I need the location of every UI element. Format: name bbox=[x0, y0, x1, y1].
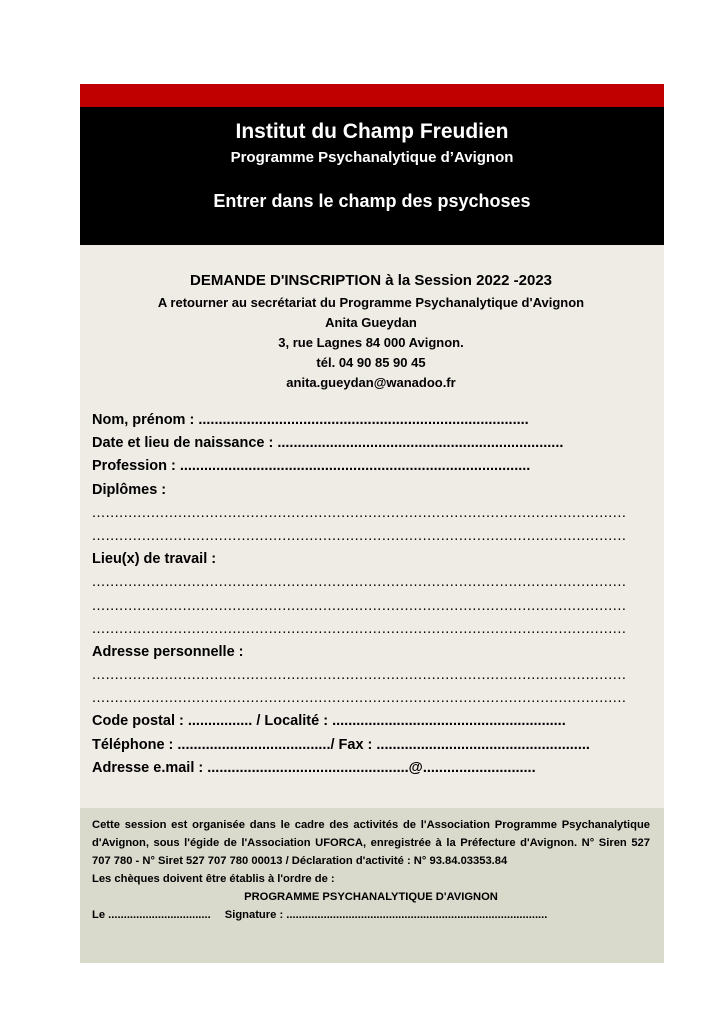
signature-row bbox=[92, 906, 650, 924]
field-profession[interactable]: Profession : ....................................................................................... bbox=[92, 458, 531, 475]
signature-field[interactable]: Signature : .................................................................................... bbox=[224, 909, 548, 921]
field-lieu-travail-line[interactable]: ...................................................................................................................... bbox=[92, 620, 627, 637]
field-nom-prenom[interactable]: Nom, prénom : .................................................................................. bbox=[92, 412, 529, 428]
field-code-postal-localite[interactable]: Code postal : ................ / Localité : .......................................................... bbox=[92, 713, 566, 730]
field-adresse-line[interactable]: ...................................................................................................................... bbox=[92, 667, 627, 684]
footer-notice bbox=[80, 808, 664, 963]
field-telephone-fax[interactable]: Téléphone : ....................................../ Fax : ..................................................... bbox=[92, 736, 590, 753]
field-date-lieu-naissance[interactable]: Date et lieu de naissance : ....................................................................... bbox=[92, 435, 564, 452]
form-area bbox=[80, 245, 664, 808]
field-adresse-label: Adresse personnelle : bbox=[92, 643, 244, 660]
registration-sheet bbox=[80, 84, 664, 963]
return-instructions: A retourner au secrétariat du Programme Psychanalytique d'Avignon bbox=[157, 295, 585, 310]
top-red-band bbox=[80, 84, 664, 107]
cheque-payee: PROGRAMME PSYCHANALYTIQUE D'AVIGNON bbox=[244, 891, 498, 903]
field-lieu-travail-line[interactable]: ...................................................................................................................... bbox=[92, 597, 627, 614]
contact-name: Anita Gueydan bbox=[325, 315, 417, 330]
contact-address: 3, rue Lagnes 84 000 Avignon. bbox=[278, 335, 464, 350]
field-email[interactable]: Adresse e.mail : ..................................................@............................ bbox=[92, 759, 536, 776]
field-diplomes-label: Diplômes : bbox=[92, 481, 167, 498]
field-lieu-travail-line[interactable]: ...................................................................................................................... bbox=[92, 574, 627, 591]
contact-phone: tél. 04 90 85 90 45 bbox=[316, 355, 426, 370]
contact-email: anita.gueydan@wanadoo.fr bbox=[286, 375, 456, 390]
registration-heading bbox=[92, 245, 650, 393]
registration-title: DEMANDE D'INSCRIPTION à la Session 2022 -2023 bbox=[189, 272, 553, 289]
association-notice: Cette session est organisée dans le cadre des activités de l'Association Programme Psychanalytique d'Avignon, sous l'égide de l'Association UFORCA, enregistrée à la Préfecture d'Avignon. N° Siren 527 707 780 - N° Siret 527 707 780 00013 / Déclaration d'activité : N° 93.84.03353.84 bbox=[92, 819, 650, 867]
header-banner bbox=[80, 107, 664, 245]
field-adresse-line[interactable]: ...................................................................................................................... bbox=[92, 690, 627, 707]
institute-title: Institut du Champ Freudien bbox=[235, 120, 509, 143]
form-fields bbox=[92, 409, 650, 780]
program-name: Programme Psychanalytique d’Avignon bbox=[230, 149, 514, 166]
field-diplomes-line[interactable]: ...................................................................................................................... bbox=[92, 527, 627, 544]
cheque-note: Les chèques doivent être établis à l'ordre de : bbox=[92, 873, 335, 885]
field-diplomes-line[interactable]: ...................................................................................................................... bbox=[92, 504, 627, 521]
field-lieu-travail-label: Lieu(x) de travail : bbox=[92, 551, 217, 568]
session-subtitle: Entrer dans le champ des psychoses bbox=[213, 191, 531, 211]
date-field[interactable]: Le ................................. bbox=[92, 909, 211, 921]
